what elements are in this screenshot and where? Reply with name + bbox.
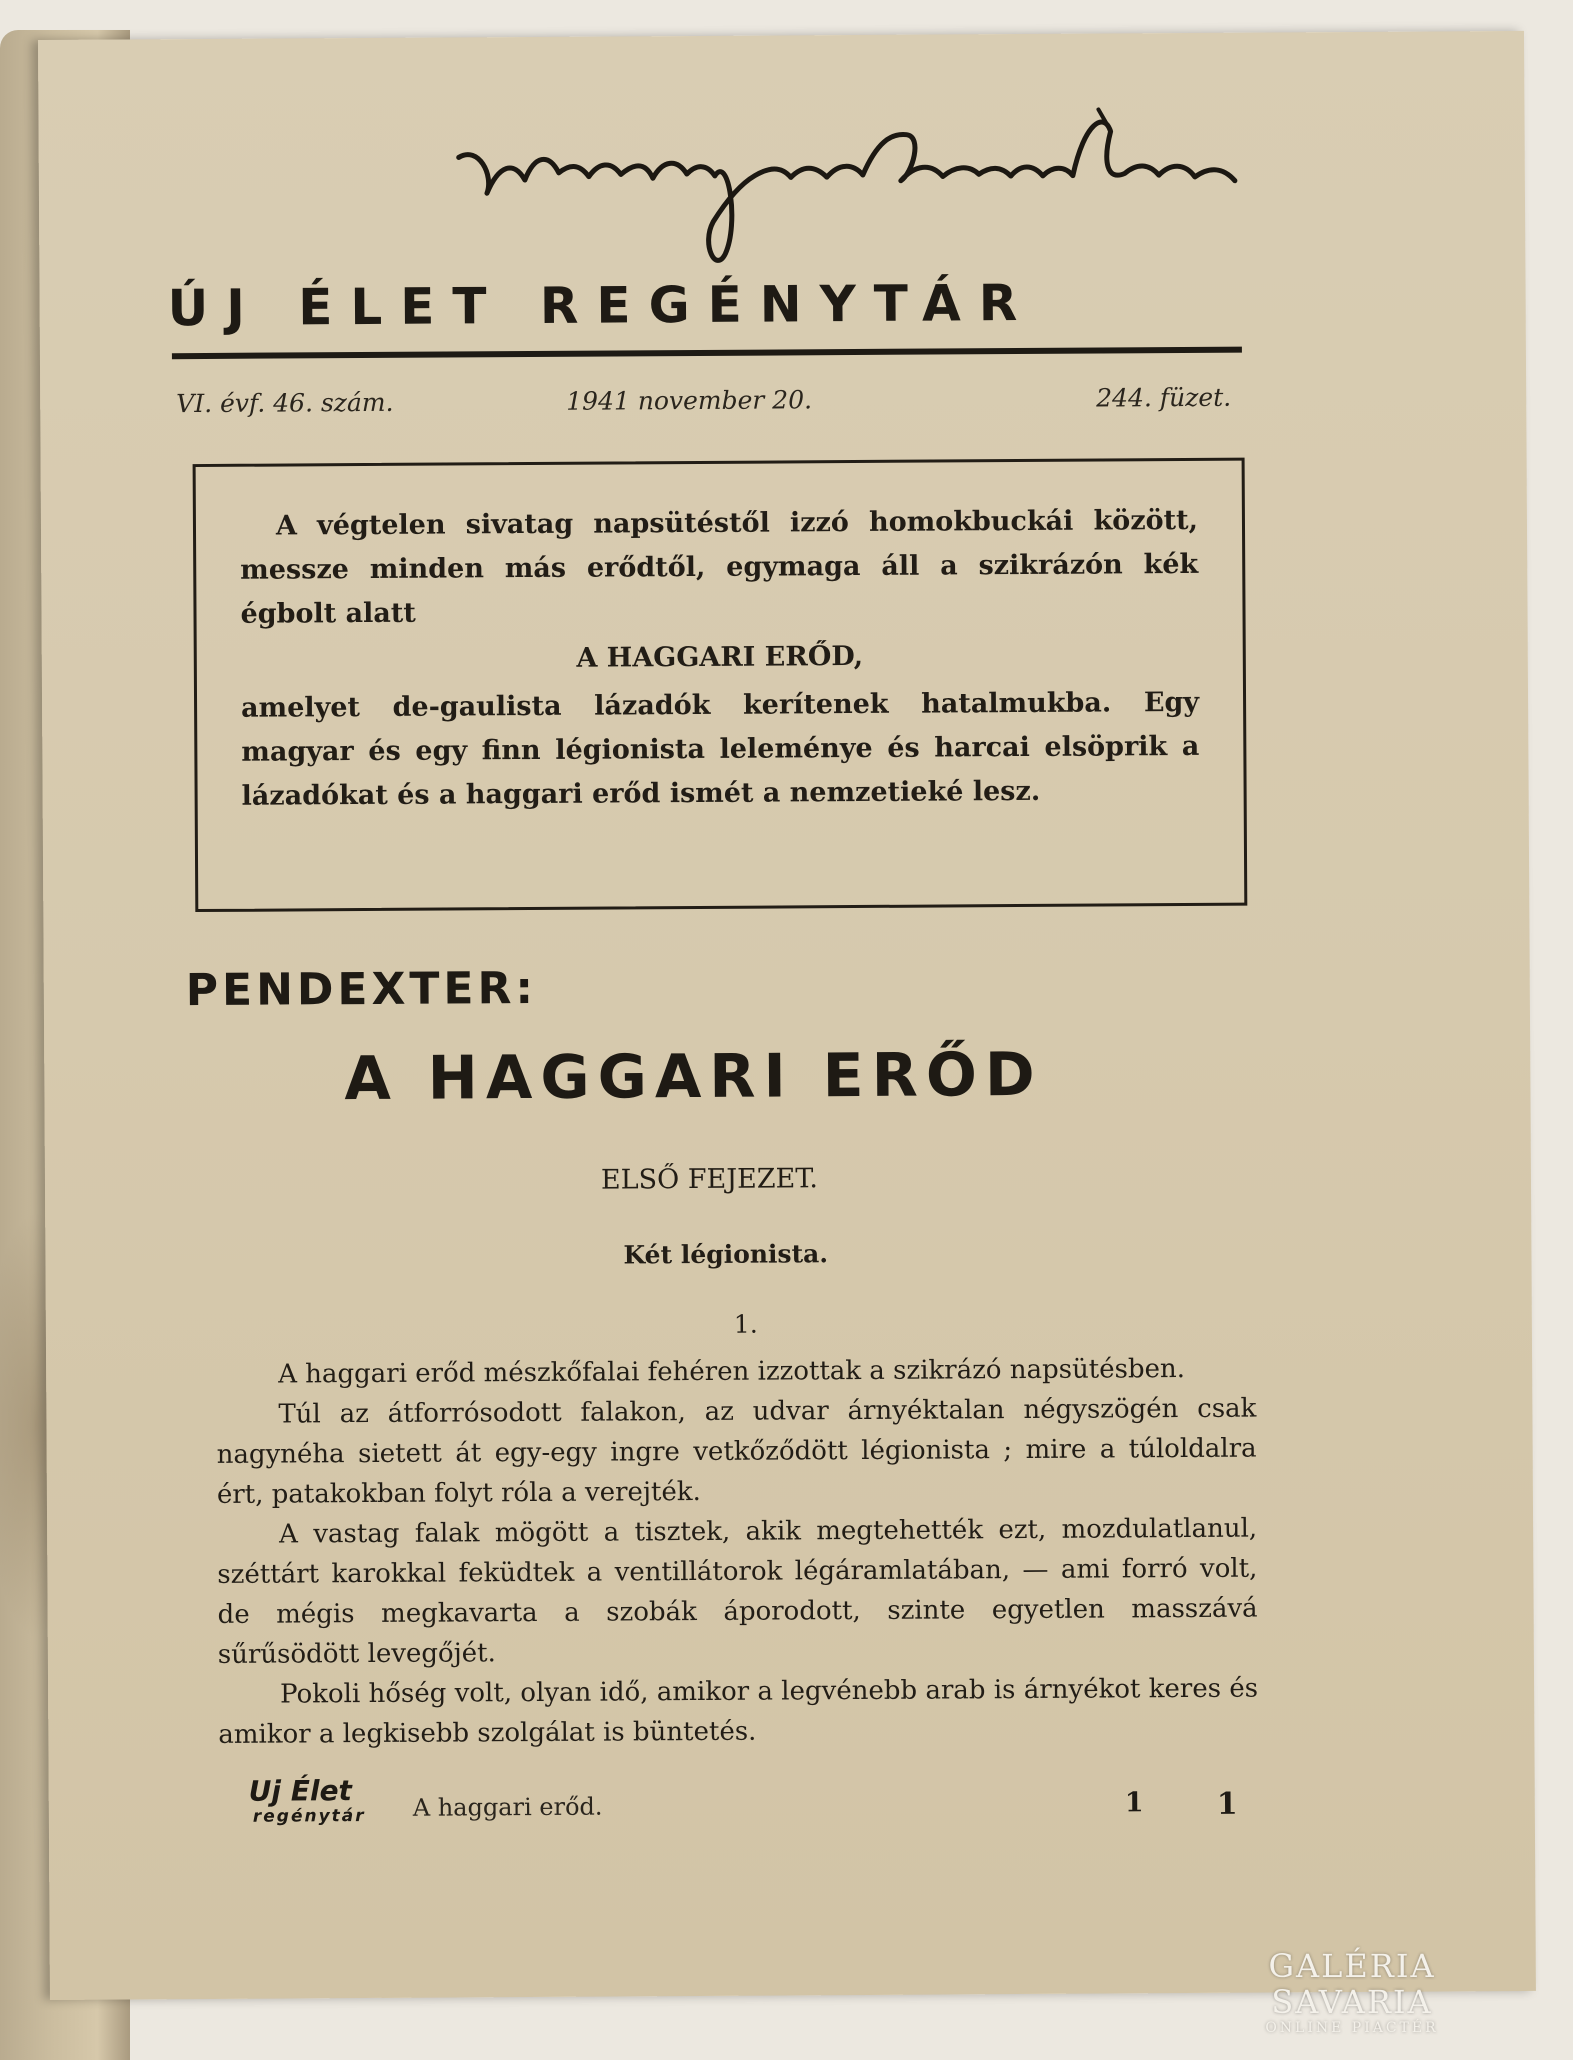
logo-line-1: Uj Élet <box>248 1774 352 1808</box>
page-number: 1 <box>1216 1786 1238 1822</box>
masthead-title: ÚJ ÉLET REGÉNYTÁR <box>167 273 1036 338</box>
summary-body: amelyet de-gaulista lázadók kerítenek hatalmukba. Egy magyar és egy finn légionista leleménye és harcai elsöprik a lázadókat és a haggari erőd ismét a nemzetieké lesz. <box>240 686 1200 812</box>
masthead-rule <box>172 347 1242 360</box>
paragraph: A haggari erőd mészkőfalai fehéren izzottak a szikrázó napsütésben. <box>278 1354 1186 1390</box>
logo-line-2: regénytár <box>252 1806 366 1827</box>
summary-box <box>193 458 1248 912</box>
signature-mark: 1 <box>1124 1787 1144 1819</box>
issue-volume: VI. évf. 46. szám. <box>176 387 394 419</box>
running-title: A haggari erőd. <box>412 1792 603 1822</box>
summary-intro: A végtelen sivatag napsütéstől izzó homokbuckái között, messze minden más erődtől, egymaga áll a szikrázón kék égbolt alatt <box>240 504 1199 630</box>
booklet-page <box>38 31 1536 2000</box>
handwritten-signature <box>438 101 1259 276</box>
issue-date: 1941 november 20. <box>566 385 813 416</box>
author-name: PENDEXTER: <box>185 962 538 1017</box>
section-number: 1. <box>733 1309 758 1339</box>
signature-scribble <box>438 101 1259 276</box>
issue-number: 244. füzet. <box>1096 382 1232 413</box>
story-body <box>216 1349 1258 1755</box>
chapter-title: Két légionista. <box>623 1239 829 1270</box>
summary-title: A HAGGARI ERŐD, <box>576 640 864 674</box>
watermark-main: GALÉRIA SAVARIA <box>1268 1947 1436 2021</box>
paragraph: Pokoli hőség volt, olyan idő, amikor a legvénebb arab is árnyékot keres és amikor a legkisebb szolgálat is büntetés. <box>218 1673 1259 1750</box>
paragraph: A vastag falak mögött a tisztek, akik megtehették ezt, mozdulatlanul, széttárt karokkal feküdtek a ventillátorok légáramlatában, — ami forró volt, de mégis megkavarta a szobák áporodott, szinte egyetlen masszává sűrűsödött levegőjét. <box>217 1513 1258 1670</box>
chapter-heading: ELSŐ FEJEZET. <box>600 1163 819 1196</box>
publisher-logo <box>249 1776 366 1827</box>
watermark-sub: ONLINE PIACTÉR <box>1265 2020 1439 2036</box>
gallery-watermark <box>1182 1948 1522 2036</box>
book-title: A HAGGARI ERŐD <box>344 1039 1043 1115</box>
paragraph: Túl az átforrósodott falakon, az udvar árnyéktalan négyszögén csak nagynéha sietett át egy-egy ingre vetkőződött légionista ; mire a túloldalra ért, patakokban folyt róla a verejték. <box>216 1393 1257 1510</box>
